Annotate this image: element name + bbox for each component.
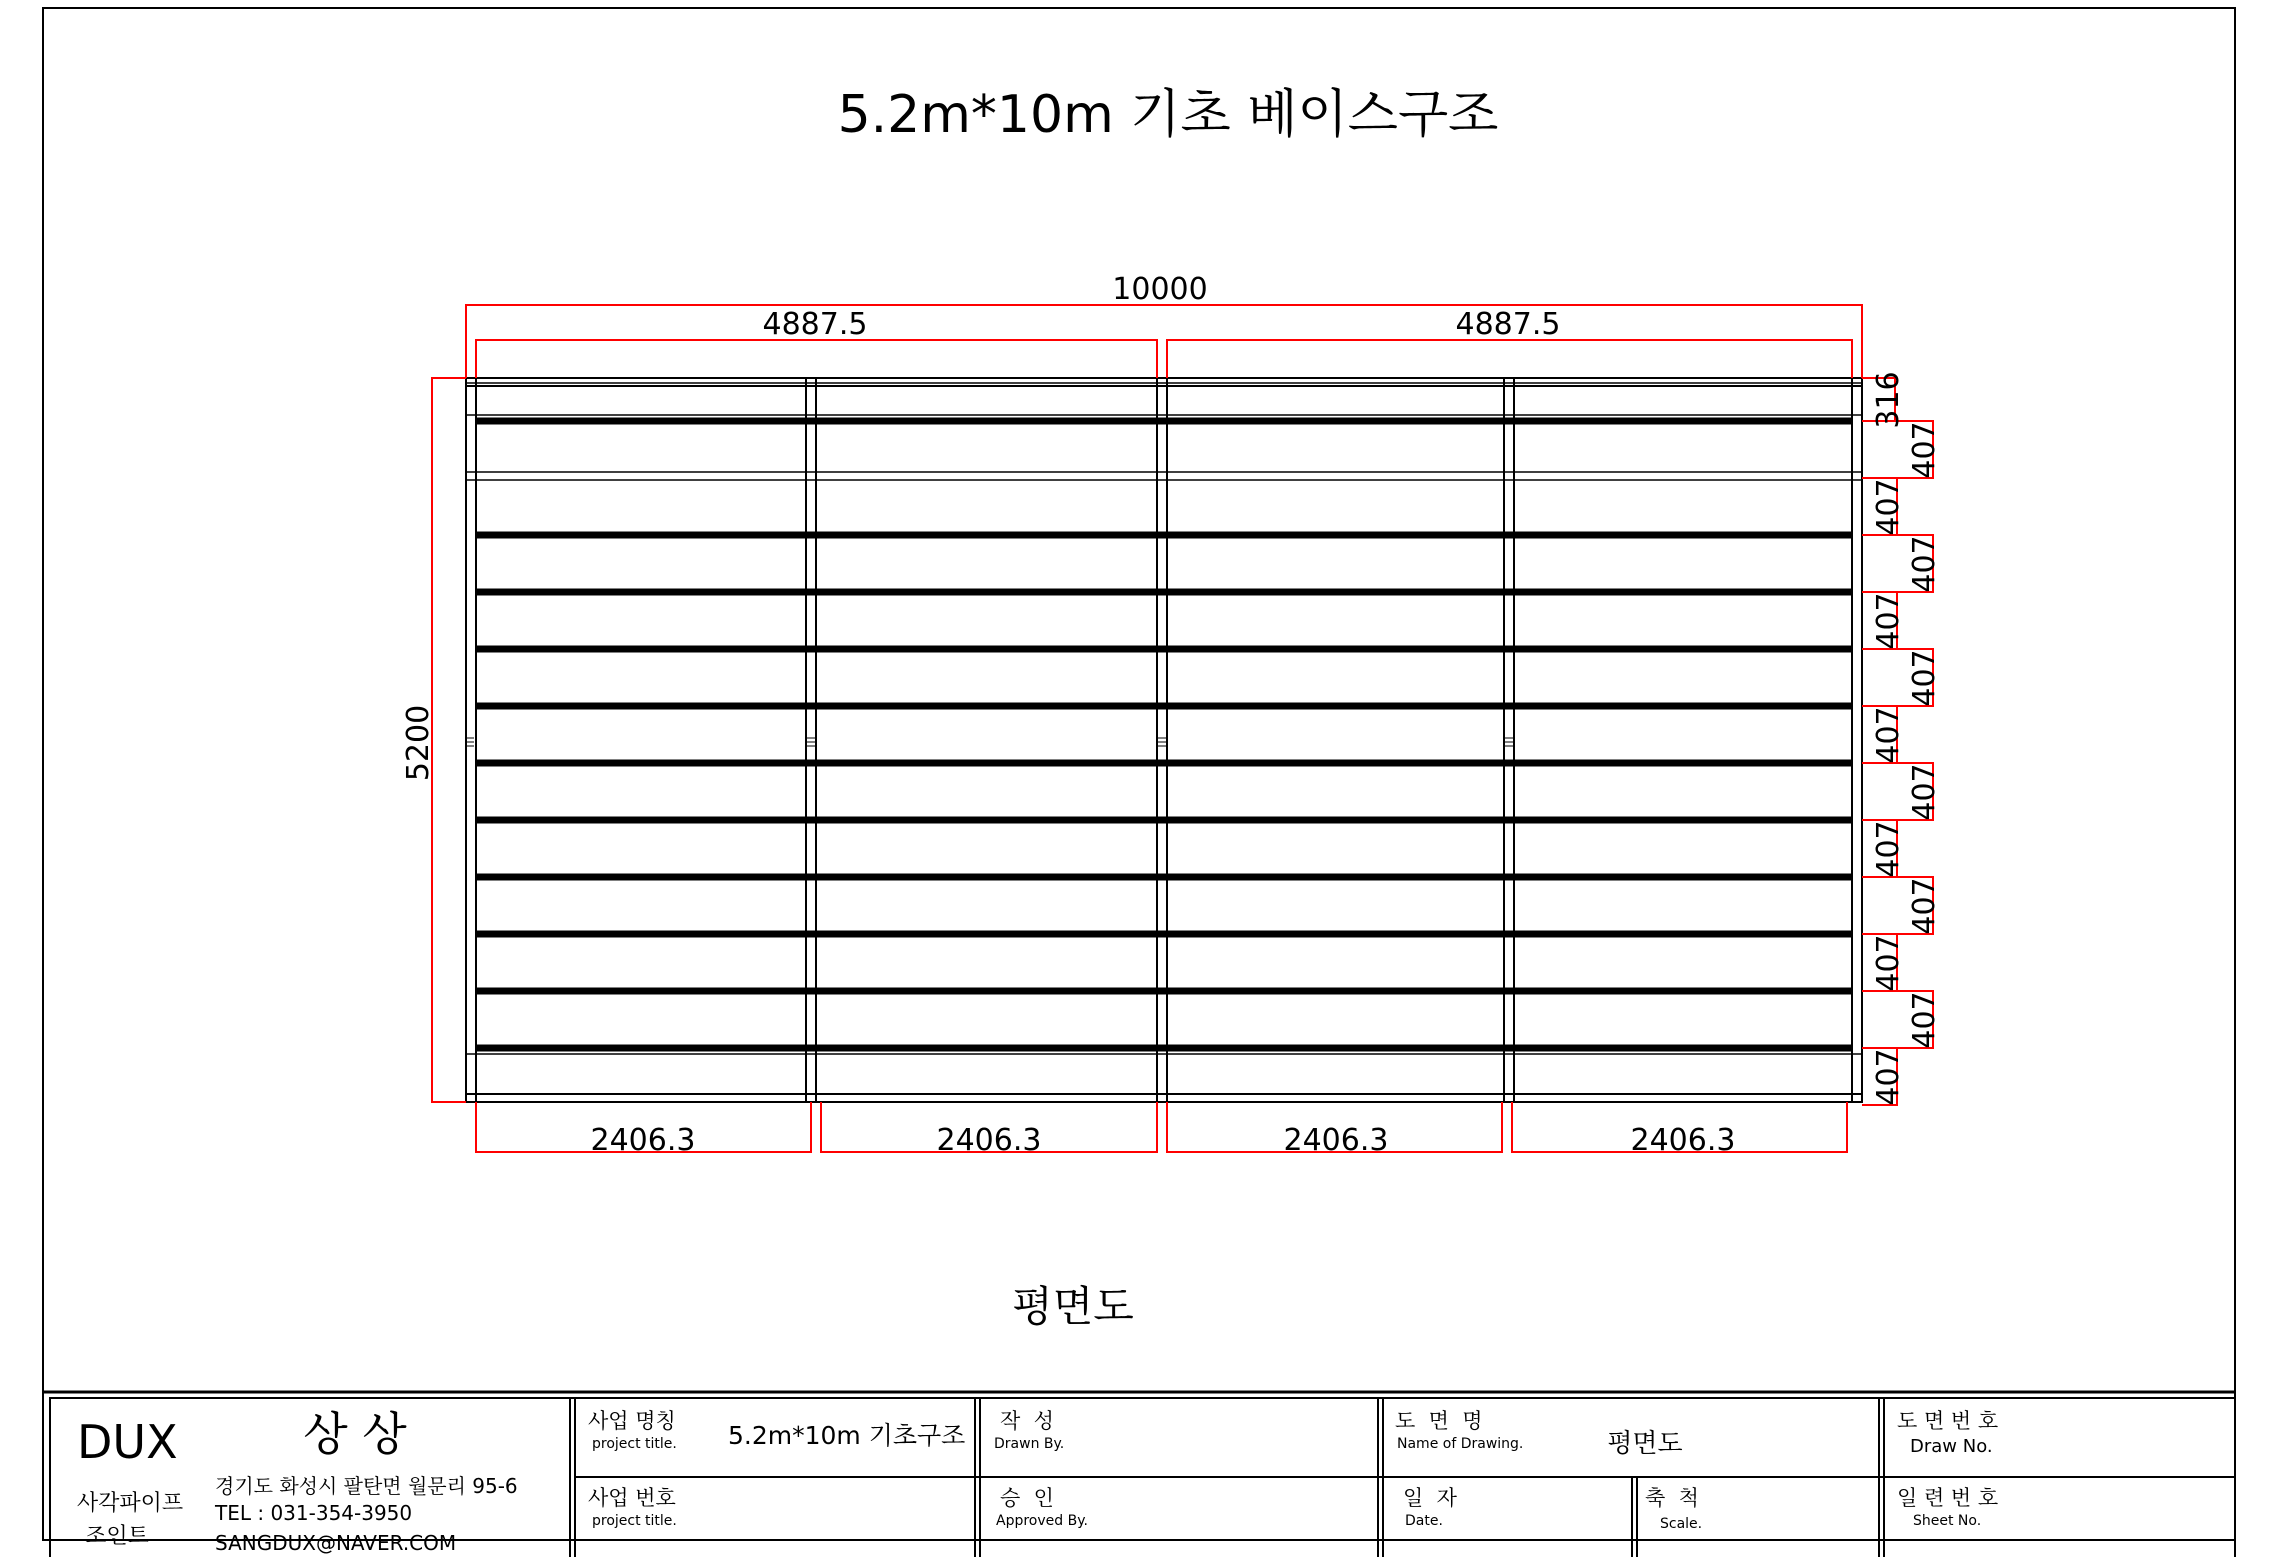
- sheet-no-label: 일 련 번 호: [1897, 1486, 1999, 1510]
- company-product-line1: 사각파이프: [76, 1491, 184, 1516]
- dim-line-half-right: [1167, 340, 1852, 378]
- drawing-no-label: 도 면 번 호: [1897, 1409, 1999, 1433]
- dim-right-outer: 407: [1907, 877, 1942, 935]
- project-no-sub: project title.: [592, 1513, 677, 1529]
- dim-bottom-span: 2406.3: [1630, 1123, 1736, 1158]
- project-name-value: 5.2m*10m 기초구조: [728, 1421, 966, 1450]
- dim-right-outer: 407: [1907, 535, 1942, 593]
- drawing-name-value: 평면도: [1607, 1429, 1683, 1459]
- dim-half-right: 4887.5: [1455, 307, 1561, 342]
- project-name-sub: project title.: [592, 1436, 677, 1452]
- dim-right-outer: 407: [1907, 991, 1942, 1049]
- drawn-label: 작 성: [1000, 1409, 1054, 1433]
- dim-half-left: 4887.5: [762, 307, 868, 342]
- dimension-lines: [432, 305, 1933, 1152]
- date-sub: Date.: [1405, 1513, 1443, 1529]
- dim-right-inner: 407: [1871, 706, 1906, 764]
- company-tel: TEL : 031-354-3950: [215, 1501, 413, 1525]
- dim-overall-width: 5200: [401, 704, 436, 782]
- dim-right-outer: 407: [1907, 763, 1942, 821]
- dim-bottom-span: 2406.3: [1283, 1123, 1389, 1158]
- scale-sub: Scale.: [1660, 1516, 1703, 1532]
- company-product-line2: 조인트: [85, 1524, 149, 1549]
- dim-line-half-left: [476, 340, 1157, 378]
- drawing-no-sub: Draw No.: [1910, 1436, 1993, 1457]
- drawing-title: 5.2m*10m 기초 베이스구조: [837, 85, 1499, 145]
- dim-right-inner: 407: [1871, 1048, 1906, 1106]
- approved-sub: Approved By.: [996, 1513, 1088, 1529]
- company-brand: DUX: [77, 1415, 178, 1469]
- scale-label: 축 척: [1645, 1486, 1699, 1510]
- drawing-name-label: 도 면 명: [1395, 1409, 1483, 1433]
- company-email: SANGDUX@NAVER.COM: [215, 1531, 457, 1555]
- date-label: 일 자: [1403, 1486, 1457, 1510]
- company-address: 경기도 화성시 팔탄면 월문리 95-6: [215, 1474, 518, 1498]
- dim-overall-length: 10000: [1112, 272, 1208, 307]
- dim-bottom-span: 2406.3: [936, 1123, 1042, 1158]
- dim-right-inner: 407: [1871, 820, 1906, 878]
- dim-line-width: [432, 378, 466, 1102]
- dim-right-outer: 407: [1907, 649, 1942, 707]
- sheet-no-sub: Sheet No.: [1913, 1513, 1982, 1529]
- dim-right-first: 316: [1871, 371, 1906, 429]
- plan-structure: [466, 378, 1862, 1102]
- dim-right-outer: 407: [1907, 421, 1942, 479]
- drawing-name-sub: Name of Drawing.: [1397, 1436, 1524, 1452]
- dim-line-overall: [466, 305, 1862, 378]
- dim-right-inner: 407: [1871, 934, 1906, 992]
- approved-label: 승 인: [1000, 1486, 1054, 1510]
- dim-right-inner: 407: [1871, 478, 1906, 536]
- drawn-sub: Drawn By.: [994, 1436, 1065, 1452]
- company-name: 상 상: [303, 1407, 407, 1461]
- dim-right-inner: 407: [1871, 592, 1906, 650]
- project-name-label: 사업 명칭: [588, 1409, 676, 1433]
- view-label: 평면도: [1012, 1282, 1134, 1331]
- dim-bottom-span: 2406.3: [590, 1123, 696, 1158]
- project-no-label: 사업 번호: [588, 1486, 676, 1510]
